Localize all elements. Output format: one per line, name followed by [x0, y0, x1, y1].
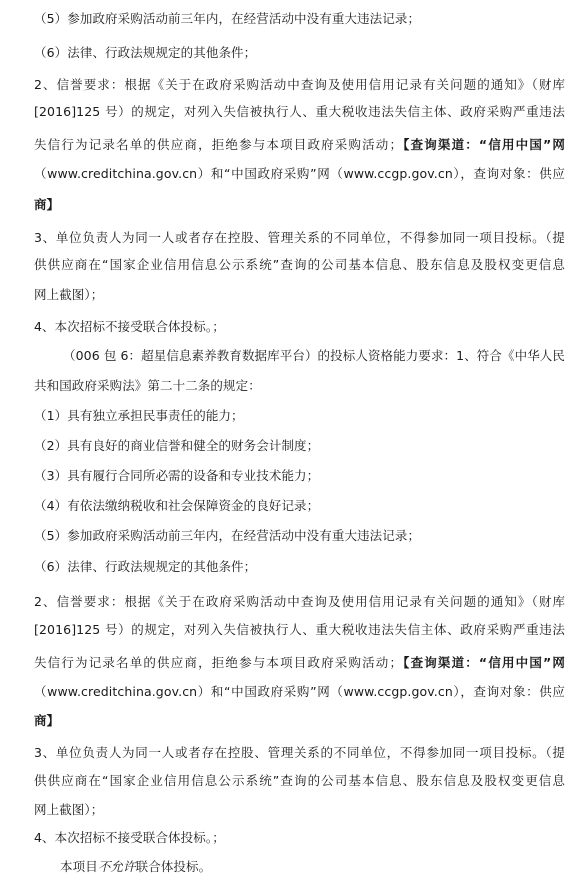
query-channel-bold: 【查询渠道：“信用中国”网 [402, 137, 565, 152]
credit-requirement-line-4: （www.creditchina.gov.cn）和“中国政府采购”网（www.ccgp.gov.cn），查询对象：供应 [34, 166, 565, 181]
credit-requirement-line-3: 失信行为记录名单的供应商，拒绝参与本项目政府采购活动；【查询渠道：“信用中国”网 [34, 655, 565, 670]
qualification-item-2: （2）具有良好的商业信誉和健全的财务会计制度； [34, 438, 320, 453]
qualification-item-1: （1）具有独立承担民事责任的能力； [34, 408, 244, 423]
package-intro-line-1: （006 包 6：超星信息素养教育数据库平台）的投标人资格能力要求：1、符合《中华人民 [63, 348, 566, 363]
unit-requirement-line-1: 3、单位负责人为同一人或者存在控股、管理关系的不同单位，不得参加同一项目投标。（提 [34, 230, 565, 245]
credit-requirement-line-5: 商】 [34, 197, 60, 212]
not-allowed-emphasis: 不允许 [97, 859, 136, 874]
unit-requirement-line-2: 供供应商在“国家企业信用信息公示系统”查询的公司基本信息、股东信息及股权变更信息 [34, 773, 565, 788]
credit-requirement-line-1: 2、信誉要求：根据《关于在政府采购活动中查询及使用信用记录有关问题的通知》（财库 [34, 594, 565, 609]
qualification-item-4: （4）有依法缴纳税收和社会保障资金的良好记录； [34, 498, 320, 513]
credit-requirement-line-2: [2016]125 号）的规定，对列入失信被执行人、重大税收违法失信主体、政府采购严重违法 [34, 622, 565, 637]
query-channel-bold: 【查询渠道：“信用中国”网 [402, 655, 565, 670]
unit-requirement-line-1: 3、单位负责人为同一人或者存在控股、管理关系的不同单位，不得参加同一项目投标。（提 [34, 745, 565, 760]
credit-requirement-line-2: [2016]125 号）的规定，对列入失信被执行人、重大税收违法失信主体、政府采购严重违法 [34, 104, 565, 119]
credit-requirement-line-5: 商】 [34, 713, 60, 728]
unit-requirement-line-3: 网上截图）； [34, 287, 104, 302]
qualification-item-6: （6）法律、行政法规规定的其他条件； [34, 559, 257, 574]
qualification-item-6: （6）法律、行政法规规定的其他条件； [34, 45, 257, 60]
consortium-statement: 本项目不允许联合体投标。 [60, 859, 212, 874]
unit-requirement-line-3: 网上截图）； [34, 802, 104, 817]
qualification-item-5: （5）参加政府采购活动前三年内，在经营活动中没有重大违法记录； [34, 528, 421, 543]
credit-requirement-line-4: （www.creditchina.gov.cn）和“中国政府采购”网（www.ccgp.gov.cn），查询对象：供应 [34, 684, 565, 699]
consortium-requirement: 4、本次招标不接受联合体投标。； [34, 319, 225, 334]
unit-requirement-line-2: 供供应商在“国家企业信用信息公示系统”查询的公司基本信息、股东信息及股权变更信息 [34, 257, 565, 272]
credit-requirement-line-3: 失信行为记录名单的供应商，拒绝参与本项目政府采购活动；【查询渠道：“信用中国”网 [34, 137, 565, 152]
qualification-item-3: （3）具有履行合同所必需的设备和专业技术能力； [34, 468, 320, 483]
consortium-requirement: 4、本次招标不接受联合体投标。； [34, 830, 225, 845]
qualification-item-5: （5）参加政府采购活动前三年内，在经营活动中没有重大违法记录； [34, 11, 421, 26]
package-intro-line-2: 共和国政府采购法》第二十二条的规定： [34, 378, 261, 393]
credit-requirement-line-1: 2、信誉要求：根据《关于在政府采购活动中查询及使用信用记录有关问题的通知》（财库 [34, 77, 565, 92]
